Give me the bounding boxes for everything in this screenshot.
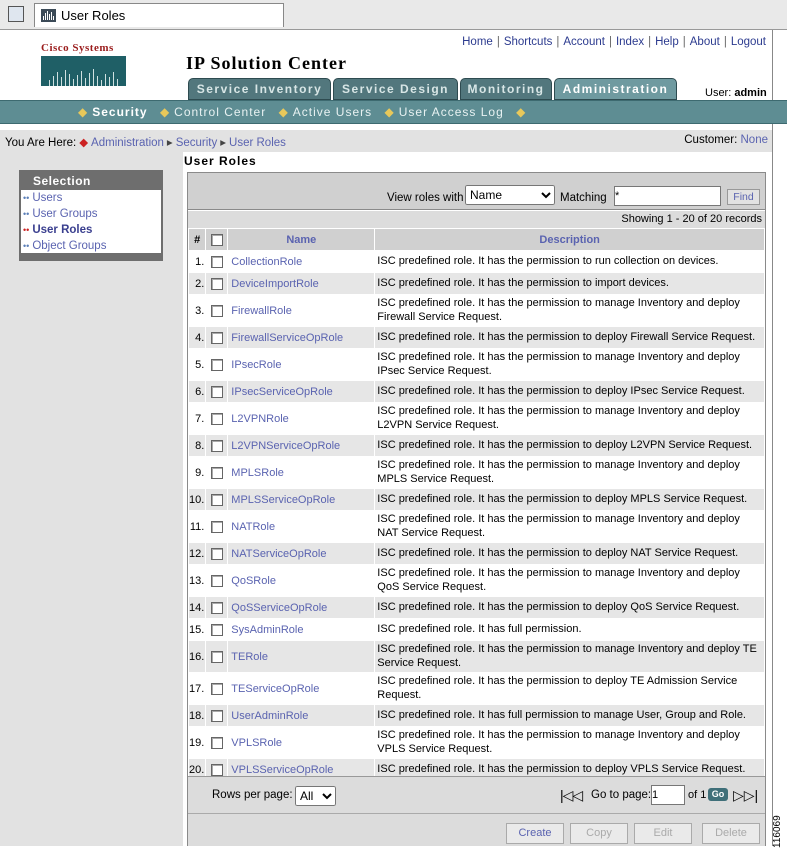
row-checkbox-cell [206, 597, 228, 619]
column-name[interactable]: Name [228, 229, 375, 251]
role-name-link[interactable]: IPsecRole [231, 358, 282, 371]
selection-header: Selection [21, 172, 161, 190]
table-row [189, 597, 765, 619]
row-checkbox-cell [206, 705, 228, 727]
breadcrumb-bar [0, 130, 772, 152]
role-name-link[interactable]: NATServiceOpRole [231, 547, 327, 560]
row-checkbox-cell [206, 673, 228, 705]
row-checkbox-cell [206, 511, 228, 543]
tab-title: User Roles [61, 8, 126, 23]
row-number: 5. [189, 349, 206, 381]
tab-monitoring[interactable]: Monitoring [460, 78, 552, 100]
role-description: ISC predefined role. It has the permission to manage Inventory and deploy MPLS Service Request. [375, 457, 765, 489]
row-checkbox[interactable] [211, 278, 223, 290]
bullet-icon: ◆ [78, 105, 89, 119]
role-name-cell [228, 489, 375, 511]
row-number: 9. [189, 457, 206, 489]
role-description: ISC predefined role. It has the permission to manage Inventory and deploy L2VPN Service Request. [375, 403, 765, 435]
row-checkbox[interactable] [211, 386, 223, 398]
role-name-cell [228, 705, 375, 727]
tab-service-design[interactable]: Service Design [333, 78, 458, 100]
role-description: ISC predefined role. It has the permission to run collection on devices. [375, 251, 765, 273]
table-row [189, 457, 765, 489]
row-checkbox-cell [206, 565, 228, 597]
record-count: Showing 1 - 20 of 20 records [188, 211, 765, 228]
selection-item-label[interactable]: User Groups [32, 208, 98, 220]
role-description: ISC predefined role. It has the permission to deploy MPLS Service Request. [375, 489, 765, 511]
row-checkbox-cell [206, 327, 228, 349]
window-edge [772, 30, 773, 846]
row-checkbox[interactable] [211, 494, 223, 506]
column-select-all [206, 229, 228, 251]
role-description: ISC predefined role. It has the permission to manage Inventory and deploy IPsec Service Request. [375, 349, 765, 381]
role-name-cell [228, 511, 375, 543]
table-row [189, 251, 765, 273]
bullet-icon: •• [23, 209, 30, 219]
row-checkbox-cell [206, 641, 228, 673]
role-name-cell [228, 273, 375, 295]
filter-bar [187, 172, 766, 210]
customer-value[interactable]: None [740, 134, 768, 146]
table-row [189, 403, 765, 435]
role-description: ISC predefined role. It has the permission to deploy IPsec Service Request. [375, 381, 765, 403]
subnav-user-access-log[interactable]: User Access Log [398, 105, 504, 119]
row-number: 13. [189, 565, 206, 597]
separator: | [608, 36, 612, 48]
row-checkbox[interactable] [211, 764, 223, 776]
row-checkbox-cell [206, 381, 228, 403]
row-checkbox-cell [206, 349, 228, 381]
bullet-icon: •• [23, 225, 30, 235]
row-checkbox-cell [206, 619, 228, 641]
top-link-shortcuts[interactable]: Shortcuts [503, 36, 553, 48]
separator: | [496, 36, 500, 48]
table-row [189, 327, 765, 349]
copy-button[interactable]: Copy [570, 823, 628, 844]
row-checkbox[interactable] [211, 602, 223, 614]
selection-item-object-groups[interactable] [21, 238, 161, 254]
row-number: 14. [189, 597, 206, 619]
role-name-cell [228, 381, 375, 403]
role-name-link[interactable]: IPsecServiceOpRole [231, 385, 333, 398]
row-number: 19. [189, 727, 206, 759]
table-row [189, 489, 765, 511]
row-checkbox[interactable] [211, 440, 223, 452]
role-name-link[interactable]: VPLSServiceOpRole [231, 763, 334, 776]
matching-input[interactable] [614, 186, 721, 206]
row-number: 16. [189, 641, 206, 673]
selection-item-user-roles[interactable] [21, 222, 161, 238]
role-name-link[interactable]: VPLSRole [231, 736, 283, 749]
selection-item-label[interactable]: Object Groups [32, 240, 107, 252]
role-description: ISC predefined role. It has the permission to manage Inventory and deploy VPLS Service Request. [375, 727, 765, 759]
role-name-link[interactable]: FirewallRole [231, 304, 292, 317]
role-name-link[interactable]: SysAdminRole [231, 623, 304, 636]
role-name-cell [228, 641, 375, 673]
table-header-row [189, 229, 765, 251]
row-number: 6. [189, 381, 206, 403]
row-checkbox[interactable] [211, 521, 223, 533]
row-checkbox[interactable] [211, 413, 223, 425]
row-checkbox-cell [206, 543, 228, 565]
row-checkbox[interactable] [211, 332, 223, 344]
selection-item-label[interactable]: User Roles [32, 224, 93, 236]
row-checkbox[interactable] [211, 359, 223, 371]
rows-per-page-select[interactable] [295, 786, 336, 806]
role-name-cell [228, 295, 375, 327]
table-row [189, 673, 765, 705]
role-description: ISC predefined role. It has the permission to import devices. [375, 273, 765, 295]
page-total: of 1 [688, 789, 707, 801]
row-checkbox-cell [206, 435, 228, 457]
row-checkbox-cell [206, 403, 228, 435]
column-number: # [189, 229, 206, 251]
view-roles-label: View roles with [387, 192, 464, 204]
row-checkbox[interactable] [211, 256, 223, 268]
delete-button[interactable]: Delete [702, 823, 760, 844]
row-number: 17. [189, 673, 206, 705]
arrow-right-icon: ▸ [166, 137, 173, 149]
role-name-link[interactable]: L2VPNRole [231, 412, 289, 425]
row-checkbox[interactable] [211, 305, 223, 317]
role-name-cell [228, 403, 375, 435]
top-link-index[interactable]: Index [615, 36, 645, 48]
top-links [462, 36, 766, 48]
select-all-checkbox[interactable] [211, 234, 223, 246]
pagination-bar [188, 776, 765, 813]
role-name-cell [228, 619, 375, 641]
role-name-cell [228, 543, 375, 565]
row-number: 3. [189, 295, 206, 327]
table-row [189, 381, 765, 403]
user-name: admin [734, 87, 767, 99]
row-checkbox-cell [206, 489, 228, 511]
top-link-home[interactable]: Home [462, 36, 493, 48]
bullet-icon: ◆ [516, 105, 527, 119]
breadcrumb-user-roles[interactable]: User Roles [229, 137, 286, 149]
role-name-cell [228, 565, 375, 597]
role-description: ISC predefined role. It has the permission to deploy NAT Service Request. [375, 543, 765, 565]
user-label: User: [705, 87, 732, 99]
go-button[interactable]: Go [708, 788, 728, 801]
tab-service-inventory[interactable]: Service Inventory [188, 78, 331, 100]
row-checkbox-cell [206, 295, 228, 327]
column-description[interactable]: Description [375, 229, 765, 251]
separator: | [556, 36, 560, 48]
row-number: 8. [189, 435, 206, 457]
role-name-link[interactable]: L2VPNServiceOpRole [231, 439, 341, 452]
customer-label: Customer: [684, 134, 738, 146]
table-row [189, 543, 765, 565]
table-row [189, 619, 765, 641]
role-name-link[interactable]: QoSRole [231, 574, 276, 587]
diamond-icon: ◆ [79, 137, 89, 149]
row-number: 2. [189, 273, 206, 295]
row-checkbox[interactable] [211, 737, 223, 749]
action-bar [188, 813, 765, 846]
top-link-account[interactable]: Account [563, 36, 605, 48]
role-description: ISC predefined role. It has the permission to manage Inventory and deploy QoS Service Request. [375, 565, 765, 597]
page-number-input[interactable] [651, 785, 685, 805]
top-link-help[interactable]: Help [655, 36, 679, 48]
role-description: ISC predefined role. It has the permission to manage Inventory and deploy TE Service Request. [375, 641, 765, 673]
row-checkbox[interactable] [211, 651, 223, 663]
bullet-icon: ◆ [159, 105, 171, 119]
filter-field-select[interactable] [465, 185, 555, 205]
cisco-logo [41, 42, 126, 88]
role-name-link[interactable]: MPLSRole [231, 466, 284, 479]
separator: | [723, 36, 727, 48]
row-number: 11. [189, 511, 206, 543]
row-number: 20. [189, 759, 206, 781]
role-name-link[interactable]: CollectionRole [231, 255, 303, 268]
row-checkbox[interactable] [211, 624, 223, 636]
arrow-right-icon: ▸ [220, 137, 227, 149]
top-link-logout[interactable]: Logout [730, 36, 766, 48]
role-description: ISC predefined role. It has the permission to deploy Firewall Service Request. [375, 327, 765, 349]
table-row [189, 273, 765, 295]
edit-button[interactable]: Edit [634, 823, 692, 844]
row-number: 4. [189, 327, 206, 349]
role-name-link[interactable]: FirewallServiceOpRole [231, 331, 344, 344]
role-name-link[interactable]: DeviceImportRole [231, 277, 319, 290]
role-name-link[interactable]: QoSServiceOpRole [231, 601, 328, 614]
role-description: ISC predefined role. It has the permission to deploy VPLS Service Request. [375, 759, 765, 781]
subnav-security[interactable]: Security [92, 105, 148, 119]
breadcrumb-prefix: You Are Here: [5, 137, 77, 149]
table-row [189, 641, 765, 673]
role-name-cell [228, 251, 375, 273]
row-checkbox[interactable] [211, 548, 223, 560]
subnav-control-center[interactable]: Control Center [174, 105, 267, 119]
row-checkbox[interactable] [211, 683, 223, 695]
role-description: ISC predefined role. It has the permission to deploy TE Admission Service Request. [375, 673, 765, 705]
row-checkbox[interactable] [211, 575, 223, 587]
selection-panel [19, 170, 163, 261]
role-description: ISC predefined role. It has the permission to manage Inventory and deploy NAT Service Request. [375, 511, 765, 543]
browser-tab[interactable] [34, 3, 284, 27]
cisco-favicon-icon [41, 9, 56, 22]
main-tabs [163, 78, 703, 100]
figure-code: 116069 [772, 815, 783, 848]
role-description: ISC predefined role. It has the permission to deploy QoS Service Request. [375, 597, 765, 619]
role-description: ISC predefined role. It has the permission to manage Inventory and deploy Firewall Service Request. [375, 295, 765, 327]
role-name-cell [228, 327, 375, 349]
find-button[interactable]: Find [727, 189, 760, 205]
matching-label: Matching [560, 192, 607, 204]
selection-item-user-groups[interactable] [21, 206, 161, 222]
role-name-link[interactable]: TERole [231, 650, 268, 663]
role-name-cell [228, 349, 375, 381]
role-description: ISC predefined role. It has full permission to manage User, Group and Role. [375, 705, 765, 727]
role-name-link[interactable]: UserAdminRole [231, 709, 309, 722]
role-name-cell [228, 435, 375, 457]
bullet-icon: ◆ [384, 105, 395, 119]
role-description: ISC predefined role. It has the permission to deploy L2VPN Service Request. [375, 435, 765, 457]
tab-administration[interactable]: Administration [554, 78, 677, 100]
role-name-link[interactable]: MPLSServiceOpRole [231, 493, 336, 506]
table-row [189, 295, 765, 327]
row-checkbox-cell [206, 251, 228, 273]
table-row [189, 705, 765, 727]
top-link-about[interactable]: About [689, 36, 720, 48]
table-row [189, 349, 765, 381]
rows-per-page-label: Rows per page: [212, 789, 293, 801]
role-name-link[interactable]: NATRole [231, 520, 276, 533]
next-last-page-icons[interactable]: ▷▷| [733, 787, 759, 803]
role-name-cell [228, 457, 375, 489]
row-checkbox-cell [206, 457, 228, 489]
create-button[interactable]: Create [506, 823, 564, 844]
role-name-cell [228, 673, 375, 705]
table-row [189, 511, 765, 543]
roles-table [188, 228, 765, 781]
row-checkbox[interactable] [211, 467, 223, 479]
logo-text: Cisco Systems [41, 42, 114, 54]
user-indicator [705, 87, 767, 99]
role-name-cell [228, 727, 375, 759]
role-description: ISC predefined role. It has full permission. [375, 619, 765, 641]
row-number: 1. [189, 251, 206, 273]
bullet-icon: •• [23, 241, 30, 251]
row-number: 10. [189, 489, 206, 511]
breadcrumb-security[interactable]: Security [175, 137, 218, 149]
first-prev-page-icons[interactable]: |◁◁ [560, 787, 583, 803]
breadcrumb [5, 135, 286, 149]
bullet-icon: ◆ [278, 105, 289, 119]
table-row [189, 727, 765, 759]
browser-tab-bar [0, 0, 787, 30]
subnav-active-users[interactable]: Active Users [292, 105, 373, 119]
document-icon[interactable] [8, 6, 24, 22]
role-name-link[interactable]: TEServiceOpRole [231, 682, 320, 695]
separator: | [648, 36, 652, 48]
app-title: IP Solution Center [186, 53, 348, 73]
row-number: 18. [189, 705, 206, 727]
selection-item-label[interactable]: Users [32, 192, 63, 204]
row-number: 7. [189, 403, 206, 435]
row-checkbox-cell [206, 273, 228, 295]
page-title: User Roles [184, 154, 257, 168]
customer-indicator [684, 134, 768, 146]
bullet-icon: •• [23, 193, 30, 203]
selection-item-users[interactable] [21, 190, 161, 206]
row-checkbox-cell [206, 727, 228, 759]
row-number: 12. [189, 543, 206, 565]
table-row [189, 565, 765, 597]
sub-navigation [0, 100, 787, 124]
role-name-cell [228, 597, 375, 619]
logo-bars-icon [41, 56, 126, 86]
table-row [189, 435, 765, 457]
separator: | [682, 36, 686, 48]
row-number: 15. [189, 619, 206, 641]
breadcrumb-administration[interactable]: Administration [91, 137, 164, 149]
row-checkbox[interactable] [211, 710, 223, 722]
goto-page-label: Go to page: [591, 789, 652, 801]
